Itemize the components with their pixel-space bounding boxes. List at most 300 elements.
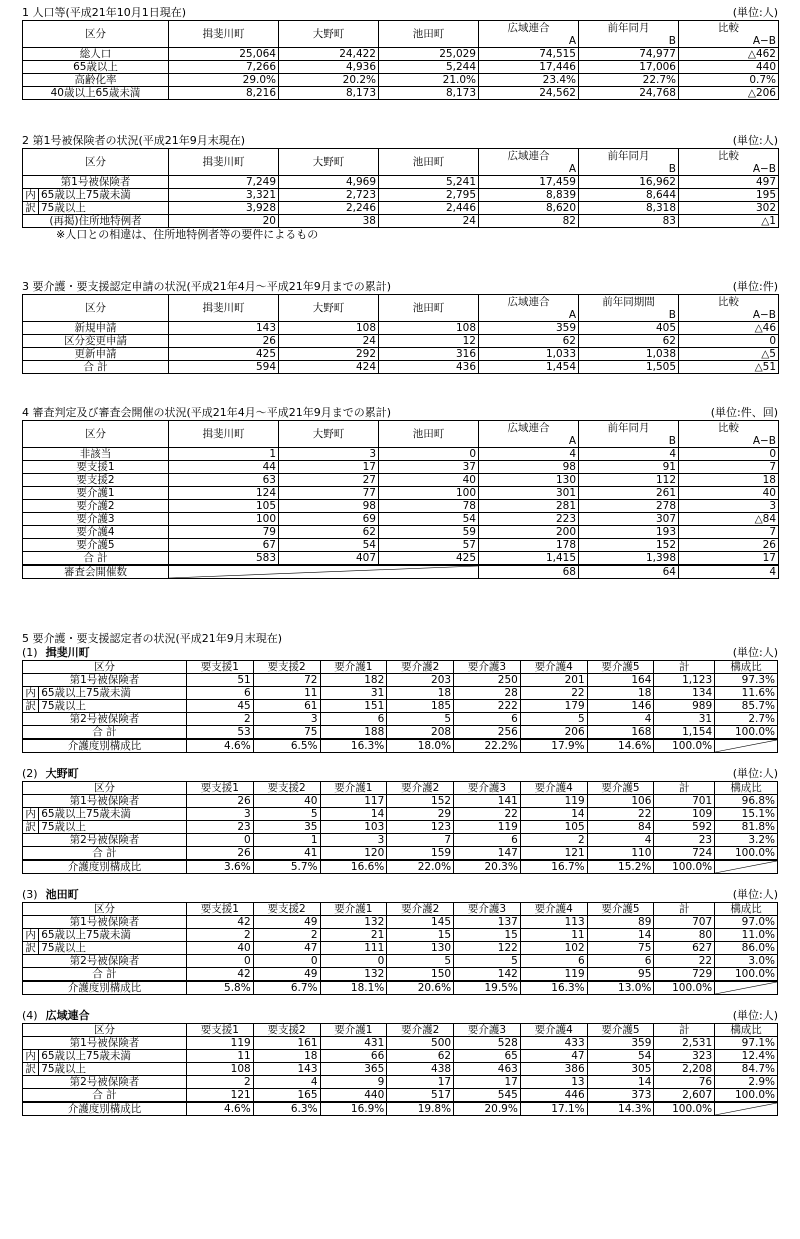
- table-row: [23, 916, 778, 929]
- col-header: 要介護1: [320, 661, 387, 674]
- diagonal-blank: [715, 981, 778, 995]
- col-area-a-sub: A: [568, 435, 576, 447]
- section-2-unit: (単位:人): [732, 134, 778, 147]
- section-3-applications: [22, 280, 778, 374]
- cell-value: 83: [579, 215, 679, 228]
- cell-value: 20.2%: [279, 74, 379, 87]
- cell-value: 6: [454, 713, 521, 726]
- table-row: [23, 795, 778, 808]
- cell-value: 223: [479, 513, 579, 526]
- col-header: 要支援1: [186, 782, 253, 795]
- cell-value: 0: [253, 955, 320, 968]
- population-table: [22, 20, 779, 100]
- row-label: 要介護1: [23, 487, 169, 500]
- subsection-header: [22, 1009, 778, 1023]
- cell-value: 79: [169, 526, 279, 539]
- cell-value: 24,768: [579, 87, 679, 100]
- col-area-a-sub: A: [568, 35, 576, 47]
- cell-value: 62: [479, 335, 579, 348]
- cell-value: 98: [279, 500, 379, 513]
- cell-value: 1,505: [579, 361, 679, 374]
- subsection-4: [22, 1009, 778, 1116]
- cell-value: 3: [253, 713, 320, 726]
- cell-value: 20.9%: [454, 1102, 521, 1116]
- cell-value: 11.6%: [715, 687, 778, 700]
- row-label: 合 計: [23, 726, 187, 740]
- cell-value: 57: [379, 539, 479, 552]
- cell-value: 100.0%: [715, 726, 778, 740]
- cell-value: 164: [587, 674, 654, 687]
- cell-value: 106: [587, 795, 654, 808]
- col-header: 要介護2: [387, 782, 454, 795]
- cell-value: 201: [520, 674, 587, 687]
- row-label: 75歳以上: [39, 202, 169, 215]
- cell-value: 100: [379, 487, 479, 500]
- subsection-unit: (単位:人): [732, 888, 778, 901]
- cell-value: 18: [679, 474, 779, 487]
- col-prev-b-sub: B: [668, 435, 676, 447]
- cell-value: 25,029: [379, 48, 479, 61]
- cell-value: 305: [587, 1063, 654, 1076]
- cell-value: 98: [479, 461, 579, 474]
- subsection-2: [22, 767, 778, 874]
- cell-value: 261: [579, 487, 679, 500]
- cell-value: 47: [520, 1050, 587, 1063]
- col-header: 要支援1: [186, 661, 253, 674]
- row-label: 審査会開催数: [23, 565, 169, 579]
- cell-value: 7,266: [169, 61, 279, 74]
- cell-value: 68: [479, 565, 579, 579]
- cell-value: 26: [679, 539, 779, 552]
- table-row: [23, 847, 778, 861]
- cell-value: 16,962: [579, 176, 679, 189]
- col-label: 区分: [23, 295, 169, 322]
- col-header: 計: [654, 1024, 715, 1037]
- cell-value: 4,936: [279, 61, 379, 74]
- cell-value: 5: [253, 808, 320, 821]
- col-header: 構成比: [715, 903, 778, 916]
- cell-value: 2,531: [654, 1037, 715, 1050]
- cell-value: 35: [253, 821, 320, 834]
- cell-value: 40: [186, 942, 253, 955]
- cell-value: 54: [587, 1050, 654, 1063]
- cell-value: 108: [279, 322, 379, 335]
- cell-value: 16.7%: [520, 860, 587, 874]
- col-header: 要支援2: [253, 903, 320, 916]
- uchiwake-label: 内: [23, 808, 39, 821]
- cell-value: 3.2%: [715, 834, 778, 847]
- col-prev-b-label: 前年同月: [607, 22, 650, 34]
- col-compare-sub: A−B: [752, 309, 776, 321]
- cell-value: 64: [579, 565, 679, 579]
- table-row: [23, 1076, 778, 1089]
- cell-value: 22: [454, 808, 521, 821]
- subsection-header: [22, 767, 778, 781]
- row-label: 新規申請: [23, 322, 169, 335]
- cell-value: 119: [520, 795, 587, 808]
- cell-value: 14: [587, 1076, 654, 1089]
- table-row: [23, 539, 779, 552]
- cell-value: 359: [587, 1037, 654, 1050]
- subsection-name: 揖斐川町: [45, 646, 90, 659]
- cell-value: 137: [454, 916, 521, 929]
- cell-value: 84: [587, 821, 654, 834]
- row-label: 合 計: [23, 361, 169, 374]
- cell-value: 2: [520, 834, 587, 847]
- section-1-population: [22, 6, 778, 100]
- certified-table-2: [22, 781, 778, 874]
- cell-value: 97.3%: [715, 674, 778, 687]
- section-1-header: [22, 6, 778, 20]
- cell-value: △1: [679, 215, 779, 228]
- diagonal-line: [715, 740, 777, 752]
- cell-value: 130: [479, 474, 579, 487]
- table-row: [23, 335, 779, 348]
- cell-value: 108: [379, 322, 479, 335]
- table-row: [23, 808, 778, 821]
- cell-value: 200: [479, 526, 579, 539]
- certified-table-3: [22, 902, 778, 995]
- cell-value: 89: [587, 916, 654, 929]
- cell-value: 67: [169, 539, 279, 552]
- cell-value: 5.8%: [186, 981, 253, 995]
- cell-value: 151: [320, 700, 387, 713]
- cell-value: 440: [679, 61, 779, 74]
- section-4-reviews: [22, 406, 778, 579]
- row-label: 要介護2: [23, 500, 169, 513]
- uchiwake-label: 内: [23, 1050, 39, 1063]
- cell-value: 203: [387, 674, 454, 687]
- col-prev-b: [579, 21, 679, 48]
- col-header: 要介護2: [387, 1024, 454, 1037]
- cell-value: 3: [320, 834, 387, 847]
- cell-value: 2: [186, 713, 253, 726]
- row-label: 第2号被保険者: [23, 713, 187, 726]
- insured-table: [22, 148, 779, 228]
- cell-value: 23: [654, 834, 715, 847]
- cell-value: 11.0%: [715, 929, 778, 942]
- row-label: 合 計: [23, 847, 187, 861]
- cell-value: 5,241: [379, 176, 479, 189]
- cell-value: 29: [387, 808, 454, 821]
- cell-value: 989: [654, 700, 715, 713]
- cell-value: 6: [454, 834, 521, 847]
- cell-value: 7: [679, 461, 779, 474]
- header-row: [23, 295, 779, 322]
- diagonal-blank: [715, 739, 778, 753]
- row-label: 第1号被保険者: [23, 674, 187, 687]
- cell-value: 26: [186, 847, 253, 861]
- cell-value: 19.5%: [454, 981, 521, 995]
- cell-value: 545: [454, 1089, 521, 1103]
- header-row: [23, 1024, 778, 1037]
- cell-value: 142: [454, 968, 521, 982]
- cell-value: 365: [320, 1063, 387, 1076]
- header-row: [23, 149, 779, 176]
- table-row: [23, 1063, 778, 1076]
- row-label: 75歳以上: [39, 700, 187, 713]
- cell-value: 1,154: [654, 726, 715, 740]
- cell-value: 44: [169, 461, 279, 474]
- cell-value: 168: [587, 726, 654, 740]
- cell-value: 0: [320, 955, 387, 968]
- table-row: [23, 968, 778, 982]
- uchiwake-label: 訳: [23, 942, 39, 955]
- cell-value: 159: [387, 847, 454, 861]
- cell-value: 5: [454, 955, 521, 968]
- section-2-title: 2 第1号被保険者の状況(平成21年9月末現在): [22, 134, 246, 147]
- col-compare-label: 比較: [718, 150, 739, 162]
- cell-value: 15: [387, 929, 454, 942]
- cell-value: 18: [253, 1050, 320, 1063]
- row-label: 介護度別構成比: [23, 739, 187, 753]
- cell-value: 16.6%: [320, 860, 387, 874]
- col-header: 要支援2: [253, 782, 320, 795]
- cell-value: 119: [186, 1037, 253, 1050]
- cell-value: 8,173: [379, 87, 479, 100]
- cell-value: 15.2%: [587, 860, 654, 874]
- cell-value: 195: [679, 189, 779, 202]
- cell-value: 134: [654, 687, 715, 700]
- row-label: 75歳以上: [39, 1063, 187, 1076]
- section-3-title: 3 要介護・要支援認定申請の状況(平成21年4月〜平成21年9月までの累計): [22, 280, 392, 293]
- col-label: 区分: [23, 21, 169, 48]
- row-label: 要支援2: [23, 474, 169, 487]
- meeting-row: [23, 565, 779, 579]
- cell-value: 627: [654, 942, 715, 955]
- cell-value: 26: [186, 795, 253, 808]
- cell-value: 14.3%: [587, 1102, 654, 1116]
- row-label: 第1号被保険者: [23, 795, 187, 808]
- section-5-subsections: [22, 646, 778, 1116]
- table-row: [23, 739, 778, 753]
- cell-value: 440: [320, 1089, 387, 1103]
- col-compare-sub: A−B: [752, 35, 776, 47]
- table-row: [23, 821, 778, 834]
- col-header: 要介護5: [587, 1024, 654, 1037]
- col-header: 要介護2: [387, 661, 454, 674]
- cell-value: 91: [579, 461, 679, 474]
- cell-value: 5,244: [379, 61, 479, 74]
- diagonal-line: [715, 861, 777, 873]
- section-1-title: 1 人口等(平成21年10月1日現在): [22, 6, 187, 19]
- table-row: [23, 1037, 778, 1050]
- cell-value: 438: [387, 1063, 454, 1076]
- col-header: 要支援1: [186, 903, 253, 916]
- cell-value: 6: [186, 687, 253, 700]
- cell-value: 8,620: [479, 202, 579, 215]
- col-prev-b: [579, 421, 679, 448]
- cell-value: 123: [387, 821, 454, 834]
- applications-table: [22, 294, 779, 374]
- table-row: [23, 955, 778, 968]
- cell-value: 82: [479, 215, 579, 228]
- cell-value: 12.4%: [715, 1050, 778, 1063]
- row-label: 介護度別構成比: [23, 860, 187, 874]
- cell-value: 22: [654, 955, 715, 968]
- col-town: 池田町: [379, 421, 479, 448]
- cell-value: 17,446: [479, 61, 579, 74]
- subsection-name: 池田町: [45, 888, 79, 901]
- row-label: 要介護5: [23, 539, 169, 552]
- table-row: [23, 48, 779, 61]
- col-header: 要介護5: [587, 661, 654, 674]
- cell-value: 0: [186, 834, 253, 847]
- uchiwake-label: 訳: [23, 700, 39, 713]
- section-1-unit: (単位:人): [732, 6, 778, 19]
- cell-value: 75: [253, 726, 320, 740]
- cell-value: 105: [169, 500, 279, 513]
- cell-value: 51: [186, 674, 253, 687]
- cell-value: 21: [320, 929, 387, 942]
- cell-value: 117: [320, 795, 387, 808]
- cell-value: 124: [169, 487, 279, 500]
- cell-value: 72: [253, 674, 320, 687]
- cell-value: 100.0%: [715, 1089, 778, 1103]
- table-row: [23, 713, 778, 726]
- cell-value: 405: [579, 322, 679, 335]
- cell-value: 15.1%: [715, 808, 778, 821]
- cell-value: 2,208: [654, 1063, 715, 1076]
- col-area-a: [479, 295, 579, 322]
- row-label: 第2号被保険者: [23, 834, 187, 847]
- cell-value: 2,723: [279, 189, 379, 202]
- cell-value: 49: [253, 916, 320, 929]
- cell-value: 2.7%: [715, 713, 778, 726]
- cell-value: 100.0%: [715, 847, 778, 861]
- reviews-table: [22, 420, 779, 579]
- row-label: 更新申請: [23, 348, 169, 361]
- col-compare-label: 比較: [718, 296, 739, 308]
- diagonal-blank: [715, 1102, 778, 1116]
- diagonal-line: [715, 982, 777, 994]
- cell-value: 100.0%: [654, 981, 715, 995]
- cell-value: 16.3%: [520, 981, 587, 995]
- cell-value: 143: [253, 1063, 320, 1076]
- col-header: 計: [654, 782, 715, 795]
- cell-value: △5: [679, 348, 779, 361]
- diagonal-blank: [169, 565, 479, 579]
- section-4-header: [22, 406, 778, 420]
- cell-value: 6.7%: [253, 981, 320, 995]
- table-row: [23, 348, 779, 361]
- cell-value: 100.0%: [715, 968, 778, 982]
- col-label: 区分: [23, 1024, 187, 1037]
- col-area-a: [479, 149, 579, 176]
- cell-value: 31: [654, 713, 715, 726]
- col-header: 計: [654, 903, 715, 916]
- cell-value: 37: [379, 461, 479, 474]
- row-label: 要介護3: [23, 513, 169, 526]
- table-row: [23, 687, 778, 700]
- cell-value: 41: [253, 847, 320, 861]
- cell-value: 8,216: [169, 87, 279, 100]
- col-header: 要支援1: [186, 1024, 253, 1037]
- section-3-header: [22, 280, 778, 294]
- cell-value: 31: [320, 687, 387, 700]
- cell-value: 45: [186, 700, 253, 713]
- row-label: 合 計: [23, 968, 187, 982]
- cell-value: 178: [479, 539, 579, 552]
- cell-value: 7: [679, 526, 779, 539]
- cell-value: 26: [169, 335, 279, 348]
- cell-value: 528: [454, 1037, 521, 1050]
- cell-value: 3: [279, 448, 379, 461]
- cell-value: 724: [654, 847, 715, 861]
- col-header: 要介護3: [454, 661, 521, 674]
- col-compare-label: 比較: [718, 22, 739, 34]
- cell-value: 292: [279, 348, 379, 361]
- row-label: 介護度別構成比: [23, 1102, 187, 1116]
- row-label: 合 計: [23, 1089, 187, 1103]
- cell-value: 1: [169, 448, 279, 461]
- row-label: 要介護4: [23, 526, 169, 539]
- cell-value: 112: [579, 474, 679, 487]
- cell-value: 256: [454, 726, 521, 740]
- subsection-unit: (単位:人): [732, 767, 778, 780]
- cell-value: △462: [679, 48, 779, 61]
- cell-value: 425: [169, 348, 279, 361]
- cell-value: 8,644: [579, 189, 679, 202]
- table-row: [23, 942, 778, 955]
- cell-value: 8,173: [279, 87, 379, 100]
- cell-value: 111: [320, 942, 387, 955]
- col-header: 要介護4: [520, 661, 587, 674]
- cell-value: 81.8%: [715, 821, 778, 834]
- col-label: 区分: [23, 149, 169, 176]
- section-2-note: ※人口との相違は、住所地特例者等の要件によるもの: [56, 228, 319, 241]
- cell-value: 729: [654, 968, 715, 982]
- uchiwake-label: 内: [23, 189, 39, 202]
- cell-value: 100.0%: [654, 860, 715, 874]
- cell-value: 592: [654, 821, 715, 834]
- cell-value: 1: [253, 834, 320, 847]
- cell-value: 1,123: [654, 674, 715, 687]
- table-row: [23, 513, 779, 526]
- cell-value: 62: [279, 526, 379, 539]
- cell-value: 150: [387, 968, 454, 982]
- cell-value: 20: [169, 215, 279, 228]
- row-label: 65歳以上75歳未満: [39, 1050, 187, 1063]
- col-prev-b-label: 前年同月: [607, 150, 650, 162]
- col-compare: [679, 295, 779, 322]
- cell-value: 6: [320, 713, 387, 726]
- row-label: 第1号被保険者: [23, 1037, 187, 1050]
- col-header: 要介護1: [320, 782, 387, 795]
- cell-value: 77: [279, 487, 379, 500]
- row-label: 65歳以上75歳未満: [39, 808, 187, 821]
- col-label: 区分: [23, 661, 187, 674]
- cell-value: 132: [320, 968, 387, 982]
- col-town: 大野町: [279, 149, 379, 176]
- table-row: [23, 448, 779, 461]
- row-label: 高齢化率: [23, 74, 169, 87]
- cell-value: 583: [169, 552, 279, 566]
- header-row: [23, 782, 778, 795]
- cell-value: 2,795: [379, 189, 479, 202]
- col-header: 要介護4: [520, 782, 587, 795]
- col-town: 揖斐川町: [169, 21, 279, 48]
- col-compare-sub: A−B: [752, 435, 776, 447]
- cell-value: 24,422: [279, 48, 379, 61]
- table-row: [23, 981, 778, 995]
- cell-value: 100.0%: [654, 1102, 715, 1116]
- row-label: (再掲)住所地特例者: [23, 215, 169, 228]
- section-5-header: [22, 632, 778, 646]
- cell-value: 517: [387, 1089, 454, 1103]
- cell-value: 3,928: [169, 202, 279, 215]
- cell-value: 1,033: [479, 348, 579, 361]
